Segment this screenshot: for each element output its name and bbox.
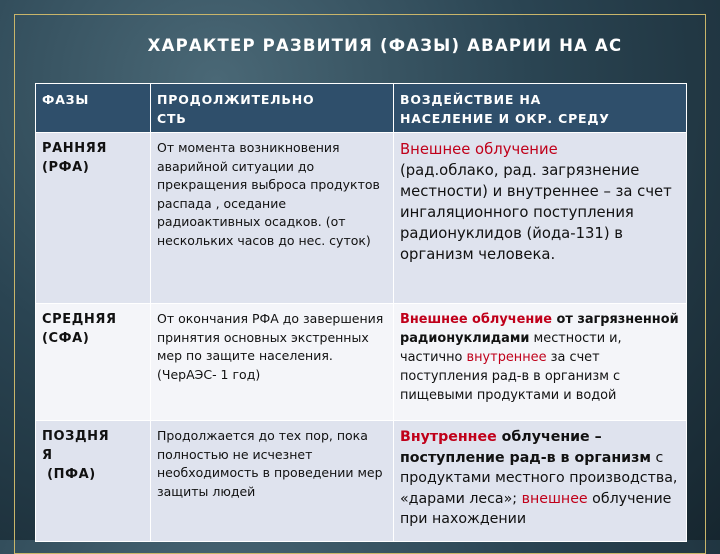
table-row [36, 304, 687, 421]
phases-table [35, 83, 687, 542]
effect-cell: Внешнее облучение от загрязненной радионуклидами местности и, частично внутреннее за счет поступления рад-в в организм с пищевыми продуктами и водой [394, 304, 687, 421]
header-duration: ПРОДОЛЖИТЕЛЬНО СТЬ [151, 84, 394, 133]
table-row [36, 133, 687, 304]
effect-cell: Внешнее облучение (рад.облако, рад. загрязнение местности) и внутреннее – за счет ингаляционного поступления радионуклидов (йода-131) в организм человека. [394, 133, 687, 304]
table-header-row [36, 84, 687, 133]
header-effect: ВОЗДЕЙСТВИЕ НА НАСЕЛЕНИЕ И ОКР. СРЕДУ [394, 84, 687, 133]
duration-cell: От момента возникновения аварийной ситуации до прекращения выброса продуктов распада , оседание радиоактивных осадков. (от нескольких часов до нес. суток) [151, 133, 394, 304]
phase-cell: РАННЯЯ (РФА) [36, 133, 151, 304]
slide-title: ХАРАКТЕР РАЗВИТИЯ (ФАЗЫ) АВАРИИ НА АС [147, 36, 623, 55]
duration-cell: От окончания РФА до завершения принятия основных экстренных мер по защите населения. (ЧерАЭС- 1 год) [151, 304, 394, 421]
phase-cell: ПОЗДНЯ Я (ПФА) [36, 421, 151, 542]
duration-cell: Продолжается до тех пор, пока полностью не исчезнет необходимость в проведении мер защиты людей [151, 421, 394, 542]
header-phases: ФАЗЫ [36, 84, 151, 133]
phase-cell: СРЕДНЯЯ (СФА) [36, 304, 151, 421]
effect-cell: Внутреннее облучение –поступление рад-в в организм с продуктами местного производства, «дарами леса»; внешнее облучение при нахождении [394, 421, 687, 542]
table-row [36, 421, 687, 542]
